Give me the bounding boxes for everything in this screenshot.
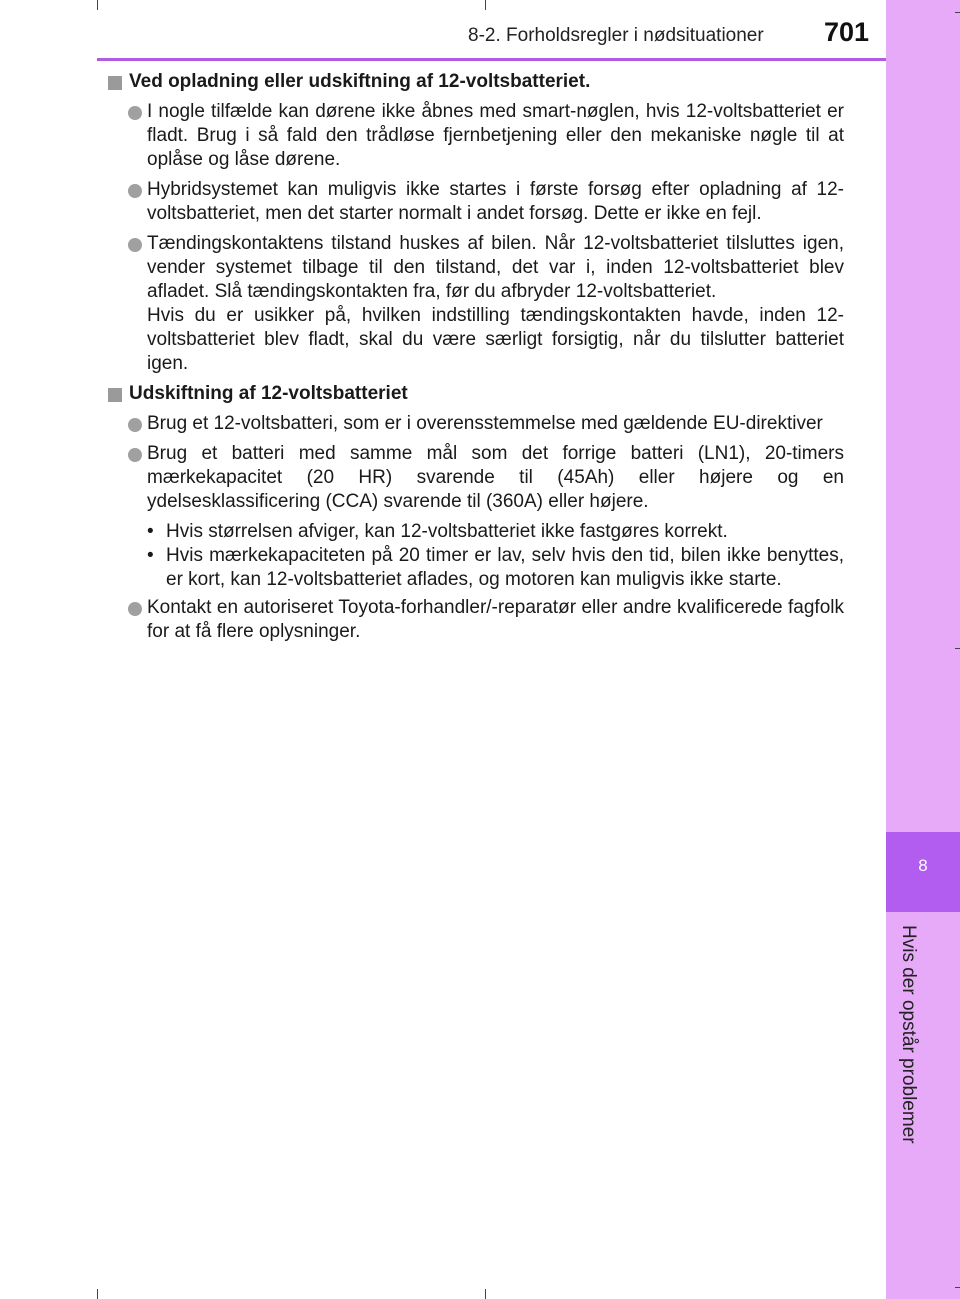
chapter-number-box xyxy=(886,832,960,912)
item-paragraph: Brug et batteri med samme mål som det forrige batteri (LN1), 20-timers mærkekapacitet (20 HR) svarende til (45Ah) eller højere og en ydelsesklassificering (CCA) svarende til (360A) eller højere. xyxy=(147,443,844,512)
circle-bullet-icon xyxy=(128,238,142,252)
sub-list-item-text: Hvis mærkekapaciteten på 20 timer er lav, selv hvis den tid, bilen ikke benyttes, er kort, kan 12-voltsbatteriet aflades, og motoren kan muligvis ikke starte. xyxy=(166,545,844,590)
bullet-item xyxy=(108,596,844,644)
chapter-title-vertical: Hvis der opstår problemer xyxy=(898,925,919,1144)
circle-bullet-icon xyxy=(128,106,142,120)
sub-list-item-text: Hvis størrelsen afviger, kan 12-voltsbatteriet ikke fastgøres korrekt. xyxy=(166,521,728,542)
item-paragraph: Brug et 12-voltsbatteri, som er i overensstemmelse med gældende EU-direktiver xyxy=(147,413,823,434)
dot-bullet-icon: • xyxy=(147,545,154,566)
sub-list-item xyxy=(108,544,844,592)
circle-bullet-icon xyxy=(128,448,142,462)
item-paragraph: Hvis du er usikker på, hvilken indstilling tændingskontakten havde, inden 12-voltsbatteriet blev fladt, skal du være særligt forsigtig, når du tilslutter batteriet igen. xyxy=(147,305,844,374)
running-header: 8-2. Forholdsregler i nødsituationer xyxy=(468,25,764,46)
section-heading-text: Udskiftning af 12-voltsbatteriet xyxy=(129,383,408,404)
sub-list-item xyxy=(108,520,844,544)
circle-bullet-icon xyxy=(128,602,142,616)
bullet-item xyxy=(108,100,844,172)
dot-bullet-icon: • xyxy=(147,521,154,542)
crop-mark xyxy=(955,648,960,649)
circle-bullet-icon xyxy=(128,184,142,198)
page-body xyxy=(108,70,844,650)
chapter-number: 8 xyxy=(918,856,928,875)
crop-mark xyxy=(97,1289,98,1299)
crop-mark xyxy=(955,12,960,13)
section-heading-text: Ved opladning eller udskiftning af 12-voltsbatteriet. xyxy=(129,71,591,92)
header-rule xyxy=(97,58,887,61)
square-bullet-icon xyxy=(108,76,122,90)
item-paragraph: Tændingskontaktens tilstand huskes af bilen. Når 12-voltsbatteriet tilsluttes igen, vender systemet tilbage til den tilstand, det var i, inden 12-voltsbatteriet blev afladet. Slå tændingskontakten fra, før du afbryder 12-voltsbatteriet. xyxy=(147,233,844,302)
item-paragraph: Hybridsystemet kan muligvis ikke startes i første forsøg efter opladning af 12-voltsbatteriet, men det starter normalt i andet forsøg. Dette er ikke en fejl. xyxy=(147,179,844,224)
section-heading xyxy=(108,382,844,406)
bullet-item xyxy=(108,232,844,376)
circle-bullet-icon xyxy=(128,418,142,432)
page-number: 701 xyxy=(824,17,870,47)
sub-list xyxy=(108,520,844,592)
crop-mark xyxy=(97,0,98,10)
crop-mark xyxy=(955,1287,960,1288)
crop-mark xyxy=(485,1289,486,1299)
item-paragraph: I nogle tilfælde kan dørene ikke åbnes med smart-nøglen, hvis 12-voltsbatteriet er fladt. Brug i så fald den trådløse fjernbetjening eller den mekaniske nøgle til at oplåse og låse dørene. xyxy=(147,101,844,170)
bullet-item xyxy=(108,442,844,514)
square-bullet-icon xyxy=(108,388,122,402)
section-heading xyxy=(108,70,844,94)
item-paragraph: Kontakt en autoriseret Toyota-forhandler/-reparatør eller andre kvalificerede fagfolk for at få flere oplysninger. xyxy=(147,597,844,642)
bullet-item xyxy=(108,412,844,436)
crop-mark xyxy=(485,0,486,10)
bullet-item xyxy=(108,178,844,226)
